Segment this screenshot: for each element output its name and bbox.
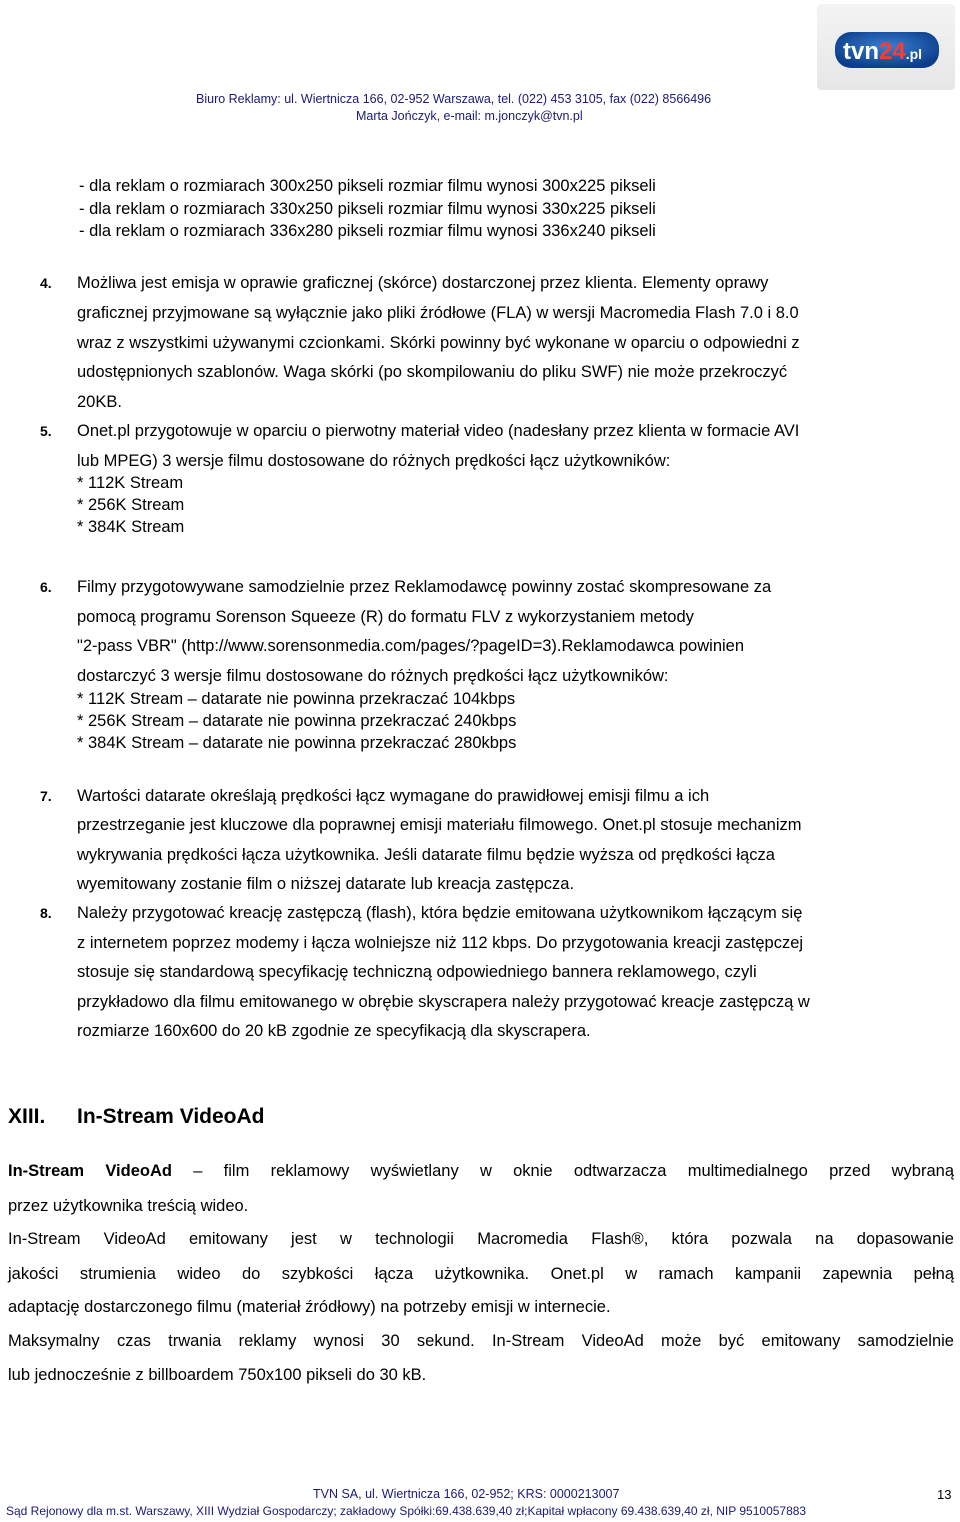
header-contact: Marta Jończyk, e-mail: m.jonczyk@tvn.pl [356,109,583,123]
footer-company: TVN SA, ul. Wiertnicza 166, 02-952; KRS: 0000213007 [313,1487,620,1501]
header-address: Biuro Reklamy: ul. Wiertnicza 166, 02-952 Warszawa, tel. (022) 453 3105, fax (022) 8566496 [196,92,712,106]
item-line: dostarczyć 3 wersje filmu dostosowane do różnych prędkości łącz użytkowników: [77,667,669,685]
item-line: * 384K Stream – datarate nie powinna przekraczać 280kbps [77,734,517,752]
item-line: z internetem poprzez modemy i łącza wolniejsze niż 112 kbps. Do przygotowania kreacji zastępczej [77,934,804,952]
paragraph-text: – film reklamowy wyświetlany w oknie odtwarzacza multimedialnego przed wybraną [171,1162,954,1180]
section-number: XIII. [8,1105,46,1128]
paragraph-line: Maksymalny czas trwania reklamy wynosi 30 sekund. In-Stream VideoAd może być emitowany samodzielnie [8,1332,954,1350]
footer-registry: Sąd Rejonowy dla m.st. Warszawy, XIII Wydział Gospodarczy; zakładowy Spółki:69.438.639,40 zł;Kapitał wpłacony 69.438.639,40 zł, NIP 9510057883 [6,1504,807,1518]
paragraph-line: adaptację dostarczonego filmu (materiał źródłowy) na potrzeby emisji w internecie. [8,1298,611,1316]
item-number: 8. [40,905,52,921]
item-number: 7. [40,788,52,804]
item-line: przykładowo dla filmu emitowanego w obrębie skyscrapera należy przygotować kreacje zastępczą w [77,993,810,1011]
item-line: "2-pass VBR" (http://www.sorensonmedia.com/pages/?pageID=3).Reklamodawca powinien [77,637,745,655]
paragraph-line: jakości strumienia wideo do szybkości łącza użytkownika. Onet.pl w ramach kampanii zapewnia pełną [8,1265,954,1283]
svg-text:tvn24.pl: tvn24.pl [843,38,923,65]
item-line: Możliwa jest emisja w oprawie graficznej (skórce) dostarczonej przez klienta. Elementy oprawy [77,274,769,292]
item-line: Należy przygotować kreację zastępczą (flash), która będzie emitowana użytkownikom łączącym się [77,904,803,922]
paragraph-line: lub jednocześnie z billboardem 750x100 pikseli do 30 kB. [8,1366,427,1384]
item-line: wykrywania prędkości łącza użytkownika. Jeśli datarate filmu będzie wyższa od prędkości łącza [77,846,775,864]
item-line: graficznej przyjmowane są wyłącznie jako pliki źródłowe (FLA) w wersji Macromedia Flash 7.0 i 8.0 [77,304,799,322]
item-line: przestrzeganie jest kluczowe dla poprawnej emisji materiału filmowego. Onet.pl stosuje mechanizm [77,816,802,834]
intro-line: - dla reklam o rozmiarach 330x250 pikseli rozmiar filmu wynosi 330x225 pikseli [79,200,656,218]
item-number: 5. [40,423,52,439]
item-line: lub MPEG) 3 wersje filmu dostosowane do różnych prędkości łącz użytkowników: [77,452,671,470]
tvn24-logo [817,4,955,90]
item-line: wyemitowany zostanie film o niższej datarate lub kreacja zastępcza. [77,875,575,893]
item-line: udostępnionych szablonów. Waga skórki (po skompilowaniu do pliku SWF) nie może przekroczyć [77,363,788,381]
item-line: wraz z wszystkimi używanymi czcionkami. Skórki powinny być wykonane w oparciu o odpowiedni z [77,334,800,352]
item-line: pomocą programu Sorenson Squeeze (R) do formatu FLV z wykorzystaniem metody [77,608,694,626]
section-title: In-Stream VideoAd [77,1105,265,1128]
intro-line: - dla reklam o rozmiarach 336x280 pikseli rozmiar filmu wynosi 336x240 pikseli [79,222,656,240]
item-line: 20KB. [77,393,122,411]
item-number: 6. [40,579,52,595]
page-number: 13 [937,1487,952,1502]
paragraph-line [8,1161,954,1181]
item-line: * 384K Stream [77,518,185,536]
tvn24-logo-graphic [817,4,955,90]
item-line: stosuje się standardową specyfikację techniczną odpowiedniego bannera reklamowego, czyli [77,963,757,981]
paragraph-lead-term: In-Stream VideoAd [8,1162,172,1180]
item-line: * 112K Stream – datarate nie powinna przekraczać 104kbps [77,690,516,708]
item-line: * 112K Stream [77,474,184,492]
item-line: Onet.pl przygotowuje w oparciu o pierwotny materiał video (nadesłany przez klienta w formacie AVI [77,422,800,440]
paragraph-line: przez użytkownika treścią wideo. [8,1197,249,1215]
item-line: rozmiarze 160x600 do 20 kB zgodnie ze specyfikacją dla skyscrapera. [77,1022,591,1040]
item-line: * 256K Stream – datarate nie powinna przekraczać 240kbps [77,712,517,730]
intro-line: - dla reklam o rozmiarach 300x250 pikseli rozmiar filmu wynosi 300x225 pikseli [79,177,656,195]
paragraph-line: In-Stream VideoAd emitowany jest w technologii Macromedia Flash®, która pozwala na dopasowanie [8,1230,954,1248]
item-line: Wartości datarate określają prędkości łącz wymagane do prawidłowej emisji filmu a ich [77,787,710,805]
item-line: Filmy przygotowywane samodzielnie przez Reklamodawcę powinny zostać skompresowane za [77,578,772,596]
item-line: * 256K Stream [77,496,185,514]
item-number: 4. [40,275,52,291]
